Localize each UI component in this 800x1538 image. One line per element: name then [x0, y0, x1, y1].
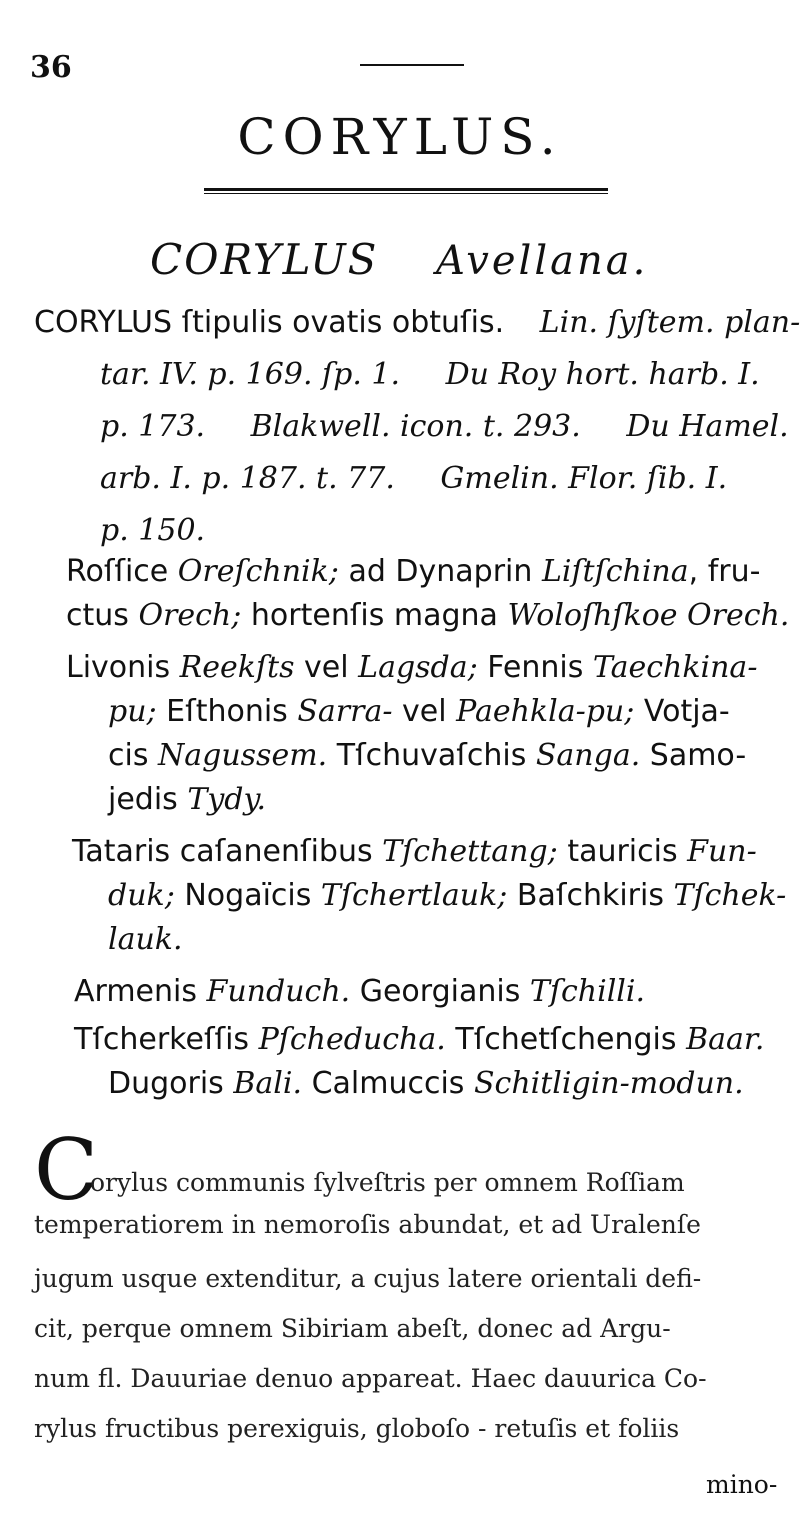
vernacular-name: Taechkina- — [592, 650, 758, 685]
vernacular-name: Reekſts — [179, 650, 295, 685]
vernacular-language: Votja- — [634, 694, 730, 729]
vernacular-name: Tſchertlauk; — [320, 878, 508, 913]
vernacular-name: Funduch. — [206, 974, 351, 1009]
vernacular-language: ad Dynaprin — [338, 554, 542, 589]
synonymy-citation: Du Roy hort. harb. I. — [445, 357, 760, 392]
vernacular-name: lauk. — [108, 922, 183, 957]
vernacular-name: Baar. — [686, 1022, 765, 1057]
vernacular-name: Orech; — [138, 598, 242, 633]
body-line: jugum usque extenditur, a cujus latere orientali defi- — [34, 1264, 702, 1293]
genus-title: CORYLUS. — [237, 108, 563, 166]
title-double-rule — [204, 188, 608, 191]
drop-cap: C — [34, 1121, 99, 1219]
vernacular-line — [74, 1022, 764, 1057]
vernacular-language: jedis — [108, 782, 188, 817]
vernacular-language: tauricis — [557, 834, 688, 869]
synonymy-line-2 — [100, 357, 760, 392]
vernacular-language: Tſchetſchengis — [445, 1022, 687, 1057]
vernacular-language: Calmuccis — [302, 1066, 474, 1101]
synonymy-citation: Lin. ſyſtem. plan- — [539, 305, 800, 340]
synonymy-line-3 — [100, 409, 789, 444]
vernacular-name: Paehkla-pu; — [456, 694, 635, 729]
vernacular-line — [66, 554, 760, 589]
synonymy-text: CORYLUS ſtipulis ovatis obtuſis. — [34, 305, 505, 340]
vernacular-language: Armenis — [74, 974, 207, 1009]
vernacular-line — [108, 694, 730, 729]
vernacular-language: Nogaïcis — [174, 878, 321, 913]
vernacular-name: Sanga. — [535, 738, 641, 773]
vernacular-language: hortenſis magna — [241, 598, 508, 633]
vernacular-line — [108, 738, 746, 773]
synonymy-citation: Du Hamel. — [626, 409, 789, 444]
vernacular-language: Livonis — [66, 650, 180, 685]
body-line: num fl. Dauuriae denuo appareat. Haec dauurica Co- — [34, 1364, 707, 1393]
vernacular-line — [66, 598, 789, 633]
vernacular-language: vel — [294, 650, 359, 685]
vernacular-name: Pſcheducha. — [258, 1022, 446, 1057]
page-number: 36 — [30, 50, 72, 85]
vernacular-language: ctus — [66, 598, 139, 633]
vernacular-language: Tſcherkeſſis — [74, 1022, 259, 1057]
synonymy-citation: p. 150. — [100, 513, 206, 548]
synonymy-line-4 — [100, 461, 727, 496]
vernacular-language: Dugoris — [108, 1066, 234, 1101]
vernacular-name: Sarra- — [297, 694, 393, 729]
vernacular-name: Woloſhſkoe Orech. — [507, 598, 790, 633]
vernacular-language: Tataris caſanenſibus — [72, 834, 383, 869]
catchword: mino- — [706, 1470, 778, 1499]
vernacular-name: Liſtſchina — [541, 554, 689, 589]
synonymy-citation: tar. IV. p. 169. ſp. 1. — [100, 357, 401, 392]
vernacular-name: duk; — [108, 878, 175, 913]
species-genus: CORYLUS — [150, 235, 379, 284]
vernacular-language: Roſſice — [66, 554, 178, 589]
vernacular-language: , fru- — [688, 554, 761, 589]
vernacular-line — [108, 1066, 744, 1101]
synonymy-line-5 — [100, 513, 205, 548]
body-line: rylus fructibus perexiguis, globoſo - retuſis et foliis — [34, 1414, 680, 1443]
vernacular-name: pu; — [108, 694, 157, 729]
vernacular-language: Samo- — [640, 738, 747, 773]
vernacular-name: Bali. — [233, 1066, 303, 1101]
vernacular-line — [108, 782, 266, 817]
vernacular-language: Fennis — [477, 650, 593, 685]
synonymy-citation: arb. I. p. 187. t. 77. — [100, 461, 395, 496]
synonymy-citation: p. 173. — [100, 409, 206, 444]
vernacular-line — [72, 834, 757, 869]
vernacular-name: Tſchettang; — [382, 834, 558, 869]
vernacular-line — [108, 878, 786, 913]
vernacular-name: Lagsda; — [358, 650, 478, 685]
body-line: cit, perque omnem Sibiriam abeſt, donec ad Argu- — [34, 1314, 671, 1343]
vernacular-language: Tſchuvaſchis — [327, 738, 536, 773]
species-epithet: Avellana. — [436, 238, 649, 284]
vernacular-language: Eſthonis — [156, 694, 298, 729]
vernacular-name: Oreſchnik; — [177, 554, 339, 589]
vernacular-language: Georgianis — [350, 974, 530, 1009]
body-line: temperatiorem in nemoroſis abundat, et ad Uralenſe — [34, 1210, 701, 1239]
synonymy-citation: Blakwell. icon. t. 293. — [250, 409, 581, 444]
vernacular-name: Fun- — [687, 834, 757, 869]
vernacular-name: Tydy. — [187, 782, 267, 817]
vernacular-language: vel — [392, 694, 457, 729]
vernacular-line — [74, 974, 645, 1009]
vernacular-language: Baſchkiris — [507, 878, 674, 913]
vernacular-line — [108, 922, 183, 957]
header-rule — [360, 64, 464, 66]
vernacular-name: Nagussem. — [158, 738, 328, 773]
synonymy-line-1 — [34, 305, 800, 340]
synonymy-citation: Gmelin. Flor. ſib. I. — [440, 461, 728, 496]
vernacular-line — [66, 650, 757, 685]
vernacular-name: Tſchilli. — [529, 974, 646, 1009]
vernacular-name: Schitligin-modun. — [473, 1066, 744, 1101]
vernacular-name: Tſchek- — [673, 878, 787, 913]
vernacular-language: cis — [108, 738, 158, 773]
title-double-rule-thin — [204, 193, 608, 194]
body-line: orylus communis ſylveſtris per omnem Roſſiam — [90, 1168, 685, 1197]
